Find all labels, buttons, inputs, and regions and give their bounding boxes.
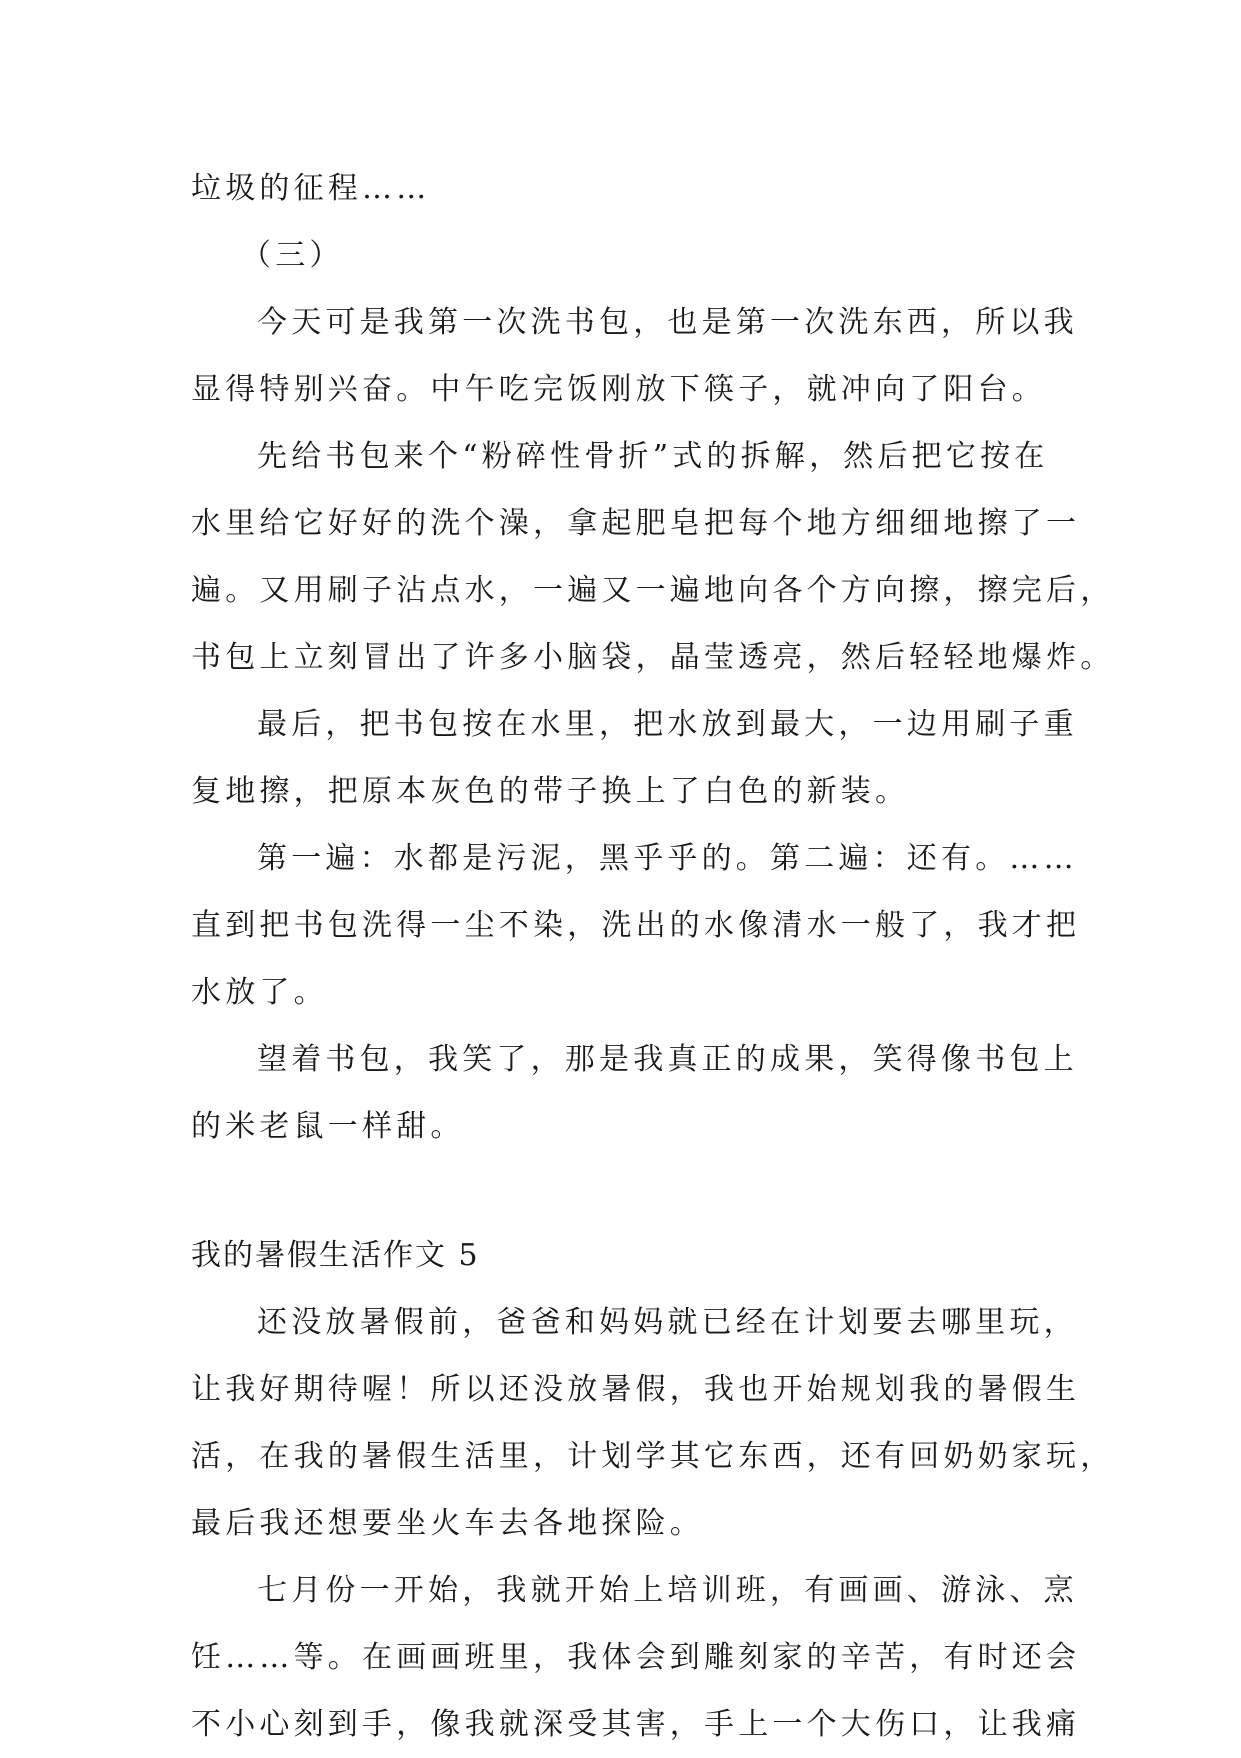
paragraph-line: 还没放暑假前，爸爸和妈妈就已经在计划要去哪里玩， <box>257 1305 1078 1340</box>
paragraph <box>191 691 1078 825</box>
paragraph-line: 遍。又用刷子沾点水，一遍又一遍地向各个方向擦，擦完后， <box>191 573 1115 608</box>
paragraph-line: 饪……等。在画画班里，我体会到雕刻家的辛苦，有时还会 <box>191 1640 1081 1675</box>
paragraph <box>191 1289 1115 1557</box>
paragraph-line: 复地擦，把原本灰色的带子换上了白色的新装。 <box>191 774 910 809</box>
paragraph-line: 第一遍：水都是污泥，黑乎乎的。第二遍：还有。…… <box>257 841 1078 876</box>
paragraph <box>191 825 1081 1026</box>
paragraph <box>191 423 1115 691</box>
paragraph-line: 活，在我的暑假生活里，计划学其它东西，还有回奶奶家玩， <box>191 1439 1115 1474</box>
paragraph-line: 最后我还想要坐火车去各地探险。 <box>191 1506 704 1541</box>
paragraph-line: 先给书包来个“粉碎性骨折”式的拆解，然后把它按在 <box>257 439 1049 474</box>
paragraph-line: 今天可是我第一次洗书包，也是第一次洗东西，所以我 <box>257 305 1078 340</box>
paragraph <box>191 1026 1078 1160</box>
paragraph-line: 水里给它好好的洗个澡，拿起肥皂把每个地方细细地擦了一 <box>191 506 1081 541</box>
document-body <box>191 155 1115 1758</box>
section-label: （三） <box>241 238 344 273</box>
paragraph-line: 七月份一开始，我就开始上培训班，有画画、游泳、烹 <box>257 1573 1078 1608</box>
paragraph-line: 最后，把书包按在水里，把水放到最大，一边用刷子重 <box>257 707 1078 742</box>
paragraph-line: 书包上立刻冒出了许多小脑袋，晶莹透亮，然后轻轻地爆炸。 <box>191 640 1115 675</box>
section-spacer <box>191 1160 1051 1222</box>
paragraph-line: 不小心刻到手，像我就深受其害，手上一个大伤口，让我痛 <box>191 1707 1081 1742</box>
paragraph <box>191 1557 1081 1758</box>
paragraph-line: 显得特别兴奋。中午吃完饭刚放下筷子，就冲向了阳台。 <box>191 372 1046 407</box>
paragraph-line: 的米老鼠一样甜。 <box>191 1109 465 1144</box>
essay-title: 我的暑假生活作文 5 <box>191 1238 480 1273</box>
paragraph-line: 水放了。 <box>191 975 328 1010</box>
paragraph-line: 望着书包，我笑了，那是我真正的成果，笑得像书包上 <box>257 1042 1078 1077</box>
paragraph-line: 垃圾的征程…… <box>191 171 431 206</box>
paragraph-line: 让我好期待喔！所以还没放暑假，我也开始规划我的暑假生 <box>191 1372 1081 1407</box>
paragraph-line: 直到把书包洗得一尘不染，洗出的水像清水一般了，我才把 <box>191 908 1081 943</box>
paragraph <box>191 289 1078 423</box>
